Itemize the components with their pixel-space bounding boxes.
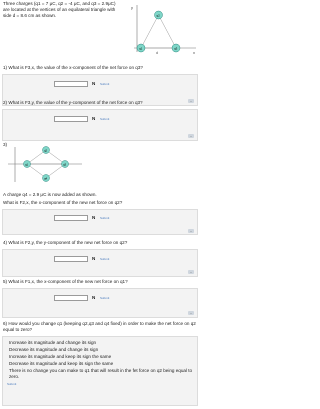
triangle-diagram [128, 2, 198, 56]
charge-q1-label: q1 [139, 46, 143, 51]
answer-input-4[interactable] [54, 256, 88, 262]
option-1[interactable]: Increase its magnitude and change its sign [9, 340, 97, 345]
question-5 [3, 279, 128, 285]
answer-panel-3 [2, 209, 198, 235]
question-1-number: 1) [3, 65, 8, 70]
question-2-number: 2) [3, 100, 8, 105]
question-5-number: 5) [3, 279, 8, 284]
question-6 [3, 321, 197, 333]
answer-unit-4: N [92, 256, 96, 261]
charge-q3-label: q3 [63, 162, 67, 167]
question-3-intro: A charge q4 = 2.9 μC is now added as shown. [3, 192, 97, 197]
question-6-text: How would you change q1 (keeping q2,q3 and q4 fixed) in order to make the net force on q2 equal to zero? [3, 321, 196, 332]
answer-unit-5: N [92, 295, 96, 300]
option-4[interactable]: Decrease its magnitude and keep its sign the same [9, 361, 114, 366]
answer-panel-4 [2, 249, 198, 277]
question-1 [3, 65, 143, 71]
answer-unit-2: N [92, 116, 96, 121]
question-6-number: 6) [3, 321, 8, 326]
problem-statement: Three charges (q1 = 7 μC, q2 = -4 μC, and q3 = 2.9μC) are located at the vertices of an equilateral triangle with side d = 8.6 cm as shown. [3, 1, 116, 19]
charge-q4-label: q4 [44, 176, 48, 181]
submit-button-2[interactable]: Submit [100, 116, 110, 121]
triangle-edges [141, 15, 176, 48]
question-2 [3, 100, 143, 106]
answer-input-1[interactable] [54, 81, 88, 87]
chevron-down-icon[interactable]: ⌄ [189, 229, 193, 233]
question-3-number: 3) [3, 142, 8, 147]
chevron-down-icon[interactable]: ⌄ [189, 311, 193, 315]
submit-button-5[interactable]: Submit [100, 295, 110, 300]
question-4-number: 4) [3, 240, 8, 245]
chevron-down-icon[interactable]: ⌄ [189, 270, 193, 274]
option-2[interactable]: Decrease its magnitude and change its sign [9, 347, 99, 352]
answer-panel-2 [2, 109, 198, 141]
question-3-text: What is F2,x, the x-component of the new net force on q2? [3, 200, 123, 205]
charge-q2-label: q2 [44, 148, 48, 153]
answer-panel-6 [2, 336, 198, 406]
submit-button-4[interactable]: Submit [100, 256, 110, 261]
charge-q1-label: q1 [25, 162, 29, 167]
option-5[interactable]: There is no change you can make to q1 that will result in the fet force on q2 being equal to zero. [9, 368, 193, 379]
x-axis-label: x [193, 50, 195, 55]
y-axis-label: y [131, 5, 133, 10]
submit-button-6[interactable]: Submit [7, 382, 17, 386]
charge-q2-label: q2 [156, 13, 160, 18]
answer-input-5[interactable] [54, 295, 88, 301]
side-label: d [156, 51, 158, 55]
question-4 [3, 240, 127, 246]
answer-unit-1: N [92, 81, 96, 86]
question-4-text: What is F2,y, the y-component of the new net force on q2? [8, 240, 128, 245]
chevron-down-icon[interactable]: ⌄ [189, 99, 193, 103]
submit-button-3[interactable]: Submit [100, 215, 110, 220]
charge-q3-label: q3 [174, 46, 178, 51]
question-5-text: What is F1,x, the x-component of the new net force on q1? [8, 279, 128, 284]
question-1-text: What is F3,x, the value of the x-component of the net force on q3? [8, 65, 143, 70]
answer-input-2[interactable] [54, 116, 88, 122]
answer-panel-5 [2, 288, 198, 318]
chevron-down-icon[interactable]: ⌄ [189, 134, 193, 138]
option-3[interactable]: Increase its magnitude and keep its sign the same [9, 354, 112, 359]
square-diagram [6, 146, 86, 184]
answer-input-3[interactable] [54, 215, 88, 221]
question-2-text: What is F3,y, the value of the y-component of the net force on q3? [8, 100, 143, 105]
submit-button-1[interactable]: Submit [100, 81, 110, 86]
answer-unit-3: N [92, 215, 96, 220]
